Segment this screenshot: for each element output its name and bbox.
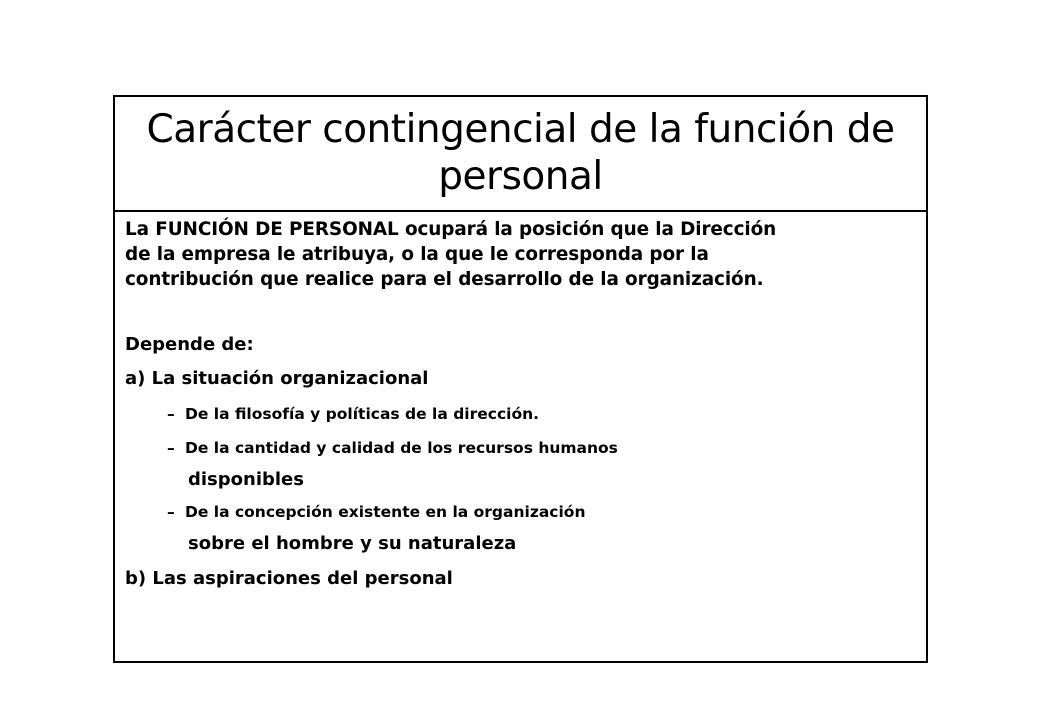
item-b: b) Las aspiraciones del personal (125, 568, 453, 589)
sub-item-1-text: De la filosofía y políticas de la dirección. (185, 405, 540, 423)
sub-item-2-continuation: disponibles (188, 469, 304, 490)
dash-bullet: – (167, 439, 175, 457)
body-cell (115, 212, 926, 592)
intro-line-1: La FUNCIÓN DE PERSONAL ocupará la posición que la Dirección (125, 219, 777, 240)
slide-title: Carácter contingencial de la función de personal (146, 106, 895, 199)
dash-bullet: – (167, 405, 175, 423)
slide-table (113, 95, 928, 663)
sub-item-3 (125, 502, 916, 522)
sub-item-2 (125, 438, 916, 458)
depende-heading: Depende de: (125, 334, 254, 355)
sub-item-1 (125, 404, 916, 424)
sub-item-2-text: De la cantidad y calidad de los recursos humanos (185, 439, 618, 457)
dash-bullet: – (167, 503, 175, 521)
sub-item-3-text: De la concepción existente en la organización (185, 503, 586, 521)
intro-line-3: contribución que realice para el desarrollo de la organización. (125, 269, 764, 290)
item-a: a) La situación organizacional (125, 368, 429, 389)
title-cell (115, 97, 926, 212)
sub-item-3-continuation: sobre el hombre y su naturaleza (188, 533, 517, 554)
intro-line-2: de la empresa le atribuya, o la que le corresponda por la (125, 244, 709, 265)
